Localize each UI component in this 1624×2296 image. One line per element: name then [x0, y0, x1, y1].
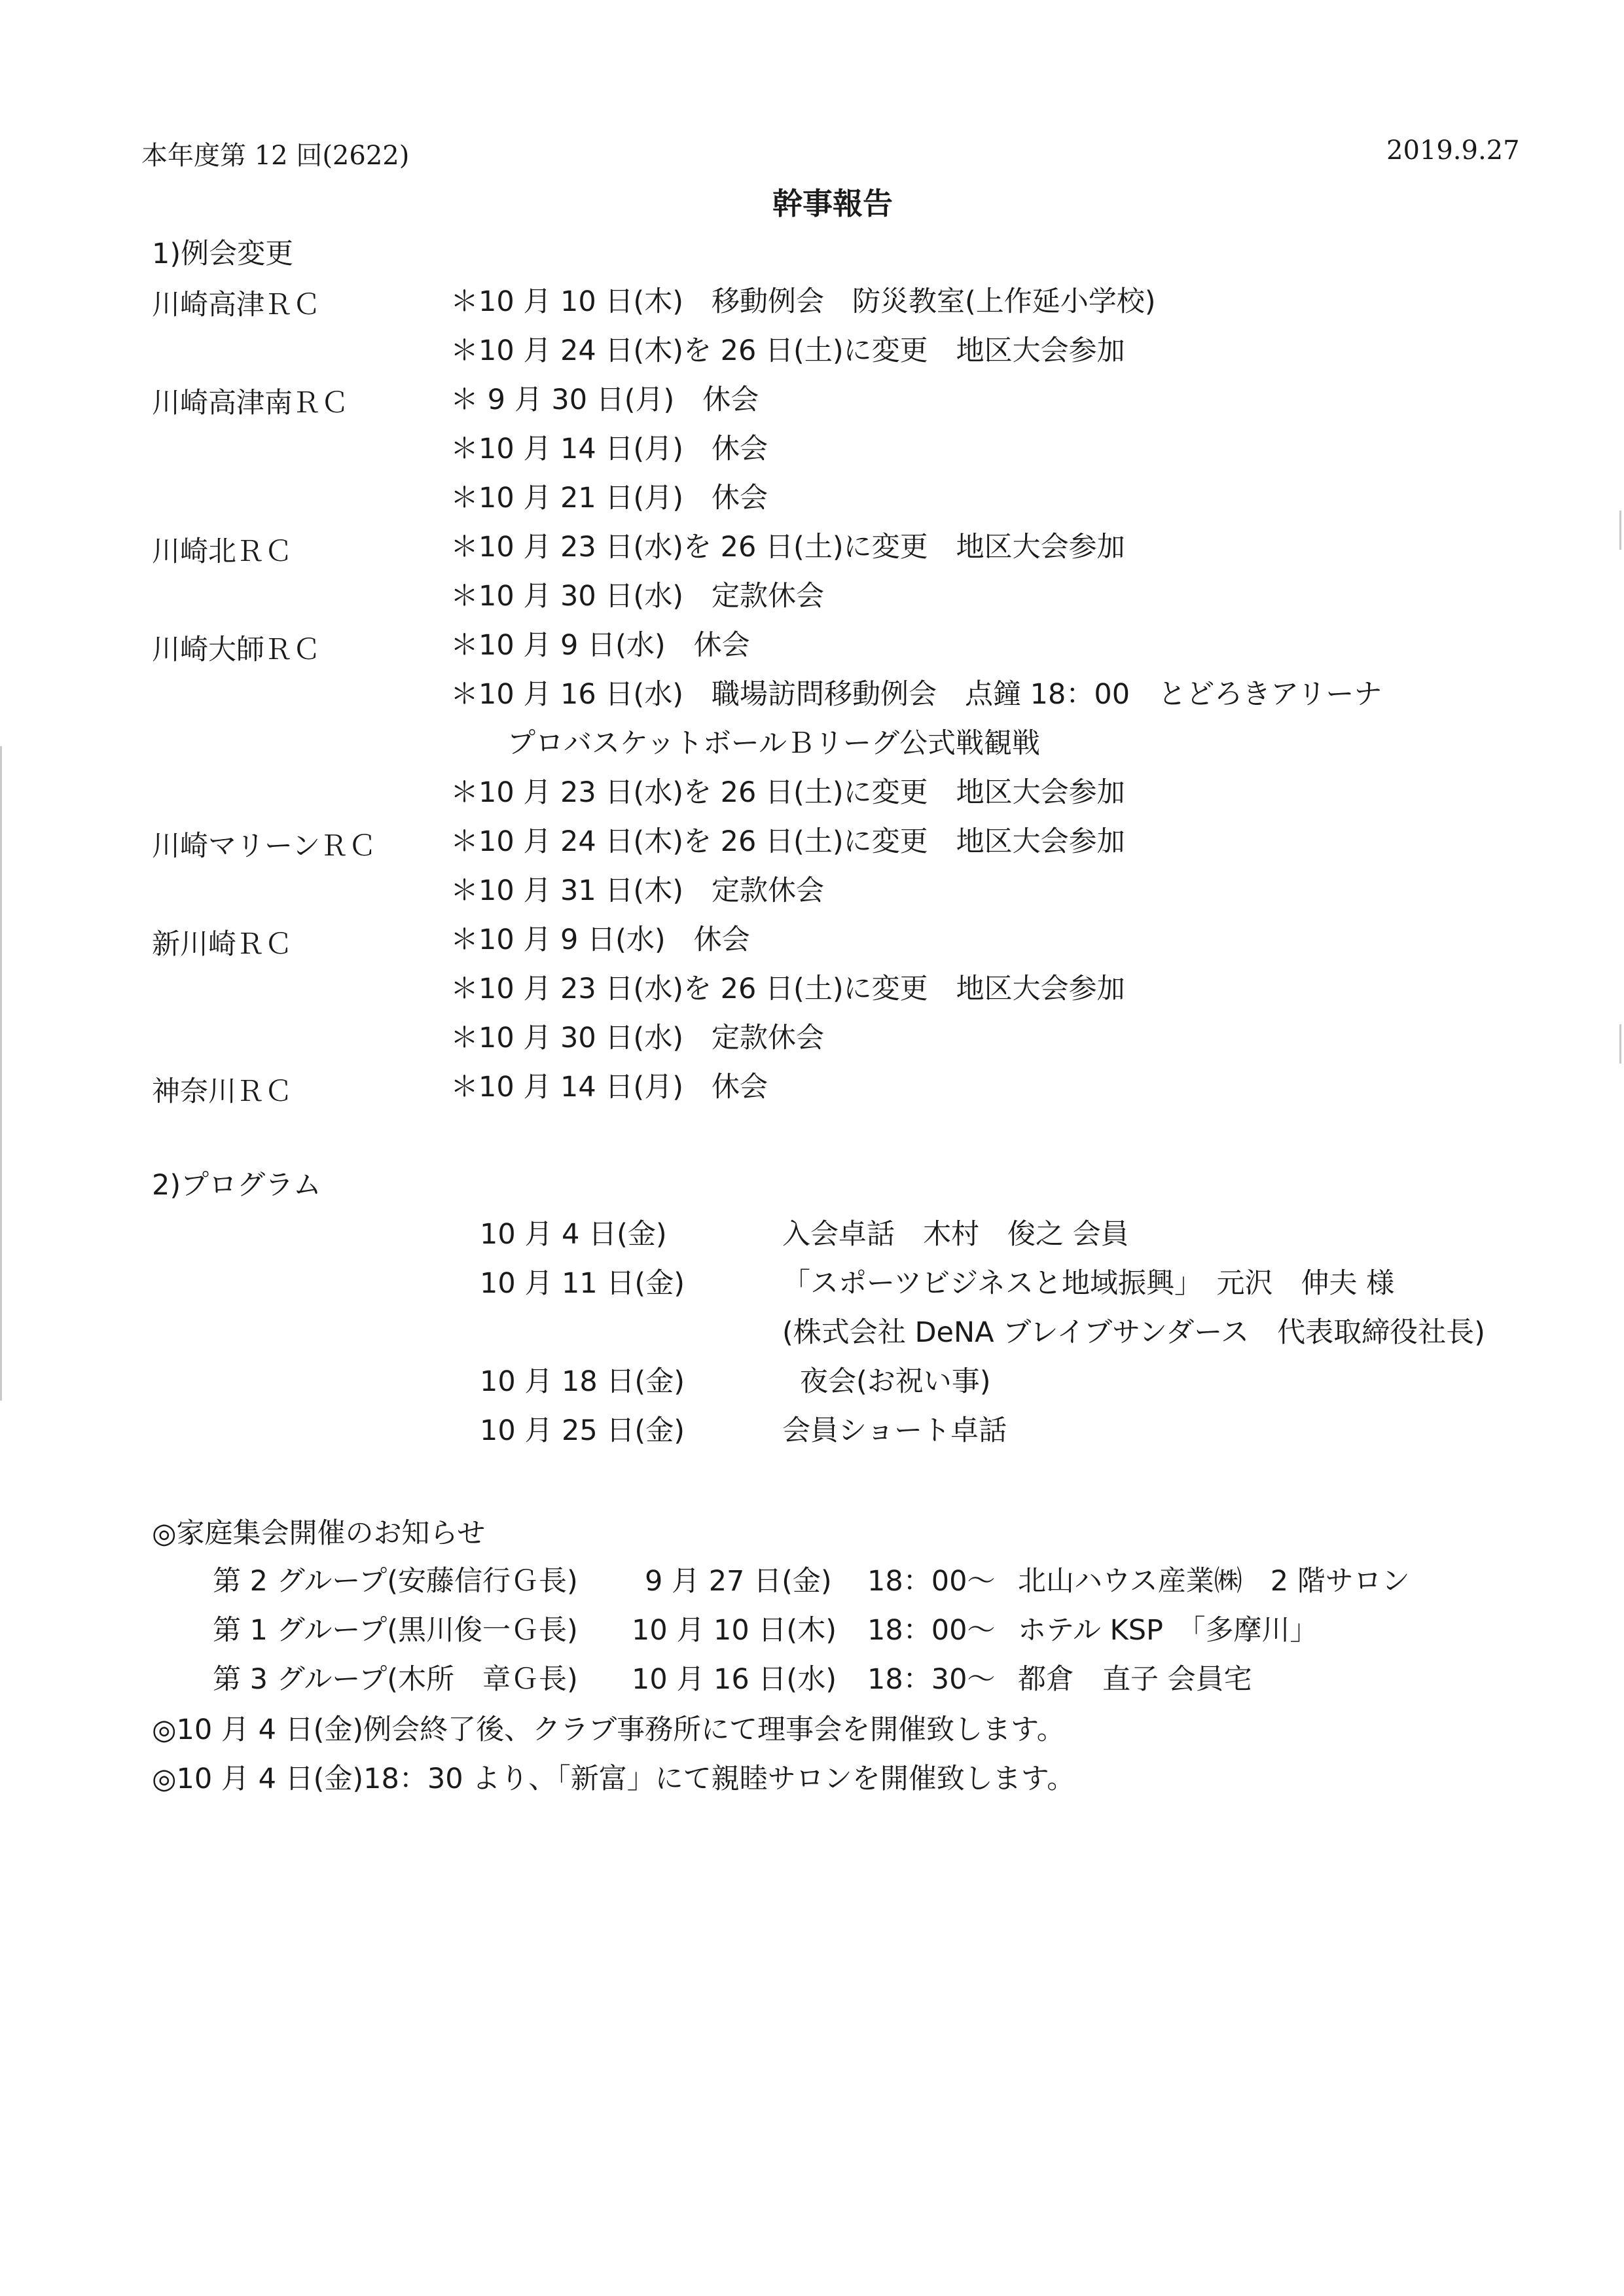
scan-edge-mark	[0, 746, 2, 1401]
group-place: ホテル KSP 「多摩川」	[1018, 1614, 1318, 1647]
group-place: 都倉 直子 会員宅	[1018, 1663, 1252, 1696]
change-entry: ＊10 月 21 日(月) 休会	[450, 482, 768, 514]
scan-edge-mark	[1619, 1024, 1621, 1064]
group-time: 18：00～	[867, 1614, 996, 1647]
board-meeting-notice: ◎10 月 4 日(金)例会終了後、クラブ事務所にて理事会を開催致します。	[152, 1713, 1065, 1746]
club-name: 川崎マリーンＲＣ	[152, 830, 377, 863]
group-name: 第 2 グループ(安藤信行Ｇ長)	[213, 1565, 578, 1598]
change-entry: ＊10 月 14 日(月) 休会	[450, 1071, 768, 1103]
family-meeting-heading: ◎家庭集会開催のお知らせ	[152, 1517, 486, 1550]
program-item-continued: (株式会社 DeNA ブレイブサンダース 代表取締役社長)	[782, 1316, 1485, 1349]
change-entry: ＊10 月 9 日(水) 休会	[450, 629, 750, 662]
change-entry: ＊10 月 9 日(水) 休会	[450, 924, 750, 956]
group-name: 第 1 グループ(黒川俊一Ｇ長)	[213, 1614, 578, 1647]
group-time: 18：00～	[867, 1565, 996, 1598]
program-item: 入会卓話 木村 俊之 会員	[782, 1218, 1129, 1251]
club-name: 新川崎ＲＣ	[152, 928, 293, 961]
program-date: 10 月 18 日(金)	[480, 1365, 685, 1398]
change-entry: ＊10 月 23 日(水)を 26 日(土)に変更 地区大会参加	[450, 776, 1125, 809]
change-entry: ＊10 月 14 日(月) 休会	[450, 433, 768, 465]
change-entry: ＊10 月 23 日(水)を 26 日(土)に変更 地区大会参加	[450, 973, 1125, 1005]
change-entry: ＊ 9 月 30 日(月) 休会	[450, 384, 759, 416]
change-entry: ＊10 月 23 日(水)を 26 日(土)に変更 地区大会参加	[450, 531, 1125, 564]
club-name: 川崎高津ＲＣ	[152, 289, 321, 321]
change-entry: ＊10 月 30 日(水) 定款休会	[450, 1022, 824, 1054]
change-entry: ＊10 月 31 日(木) 定款休会	[450, 874, 824, 907]
change-entry: ＊10 月 24 日(木)を 26 日(土)に変更 地区大会参加	[450, 825, 1125, 858]
program-item: 夜会(お祝い事)	[800, 1365, 991, 1398]
section-heading-program: 2)プログラム	[152, 1169, 321, 1202]
group-time: 18：30～	[867, 1663, 996, 1696]
section-heading-schedule-changes: 1)例会変更	[152, 238, 294, 270]
page-title: 幹事報告	[772, 186, 893, 221]
change-entry: ＊10 月 10 日(木) 移動例会 防災教室(上作延小学校)	[450, 285, 1156, 318]
meeting-number: 本年度第 12 回(2622)	[141, 141, 410, 171]
change-entry: ＊10 月 24 日(木)を 26 日(土)に変更 地区大会参加	[450, 334, 1125, 367]
scan-edge-mark	[1619, 511, 1621, 550]
change-entry: ＊10 月 30 日(水) 定款休会	[450, 580, 824, 613]
group-place: 北山ハウス産業㈱ 2 階サロン	[1018, 1565, 1410, 1598]
change-entry: ＊10 月 16 日(水) 職場訪問移動例会 点鐘 18：00 とどろきアリーナ	[450, 678, 1382, 711]
group-name: 第 3 グループ(木所 章Ｇ長)	[213, 1663, 578, 1696]
club-name: 神奈川ＲＣ	[152, 1075, 293, 1108]
club-name: 川崎北ＲＣ	[152, 535, 293, 568]
club-name: 川崎高津南ＲＣ	[152, 387, 349, 420]
group-date: 10 月 16 日(水)	[632, 1663, 837, 1696]
group-date: 10 月 10 日(木)	[632, 1614, 837, 1647]
club-name: 川崎大師ＲＣ	[152, 634, 321, 666]
program-date: 10 月 11 日(金)	[480, 1267, 685, 1300]
change-entry-continued: プロバスケットボールＢリーグ公式戦観戦	[507, 727, 1040, 760]
salon-notice: ◎10 月 4 日(金)18：30 より、「新富」にて親睦サロンを開催致します。	[152, 1763, 1075, 1795]
program-item: 会員ショート卓話	[782, 1414, 1007, 1447]
program-item: 「スポーツビジネスと地域振興」 元沢 伸夫 様	[782, 1267, 1395, 1300]
report-date: 2019.9.27	[1386, 135, 1520, 166]
program-date: 10 月 25 日(金)	[480, 1414, 685, 1447]
group-date: 9 月 27 日(金)	[645, 1565, 832, 1598]
program-date: 10 月 4 日(金)	[480, 1218, 667, 1251]
